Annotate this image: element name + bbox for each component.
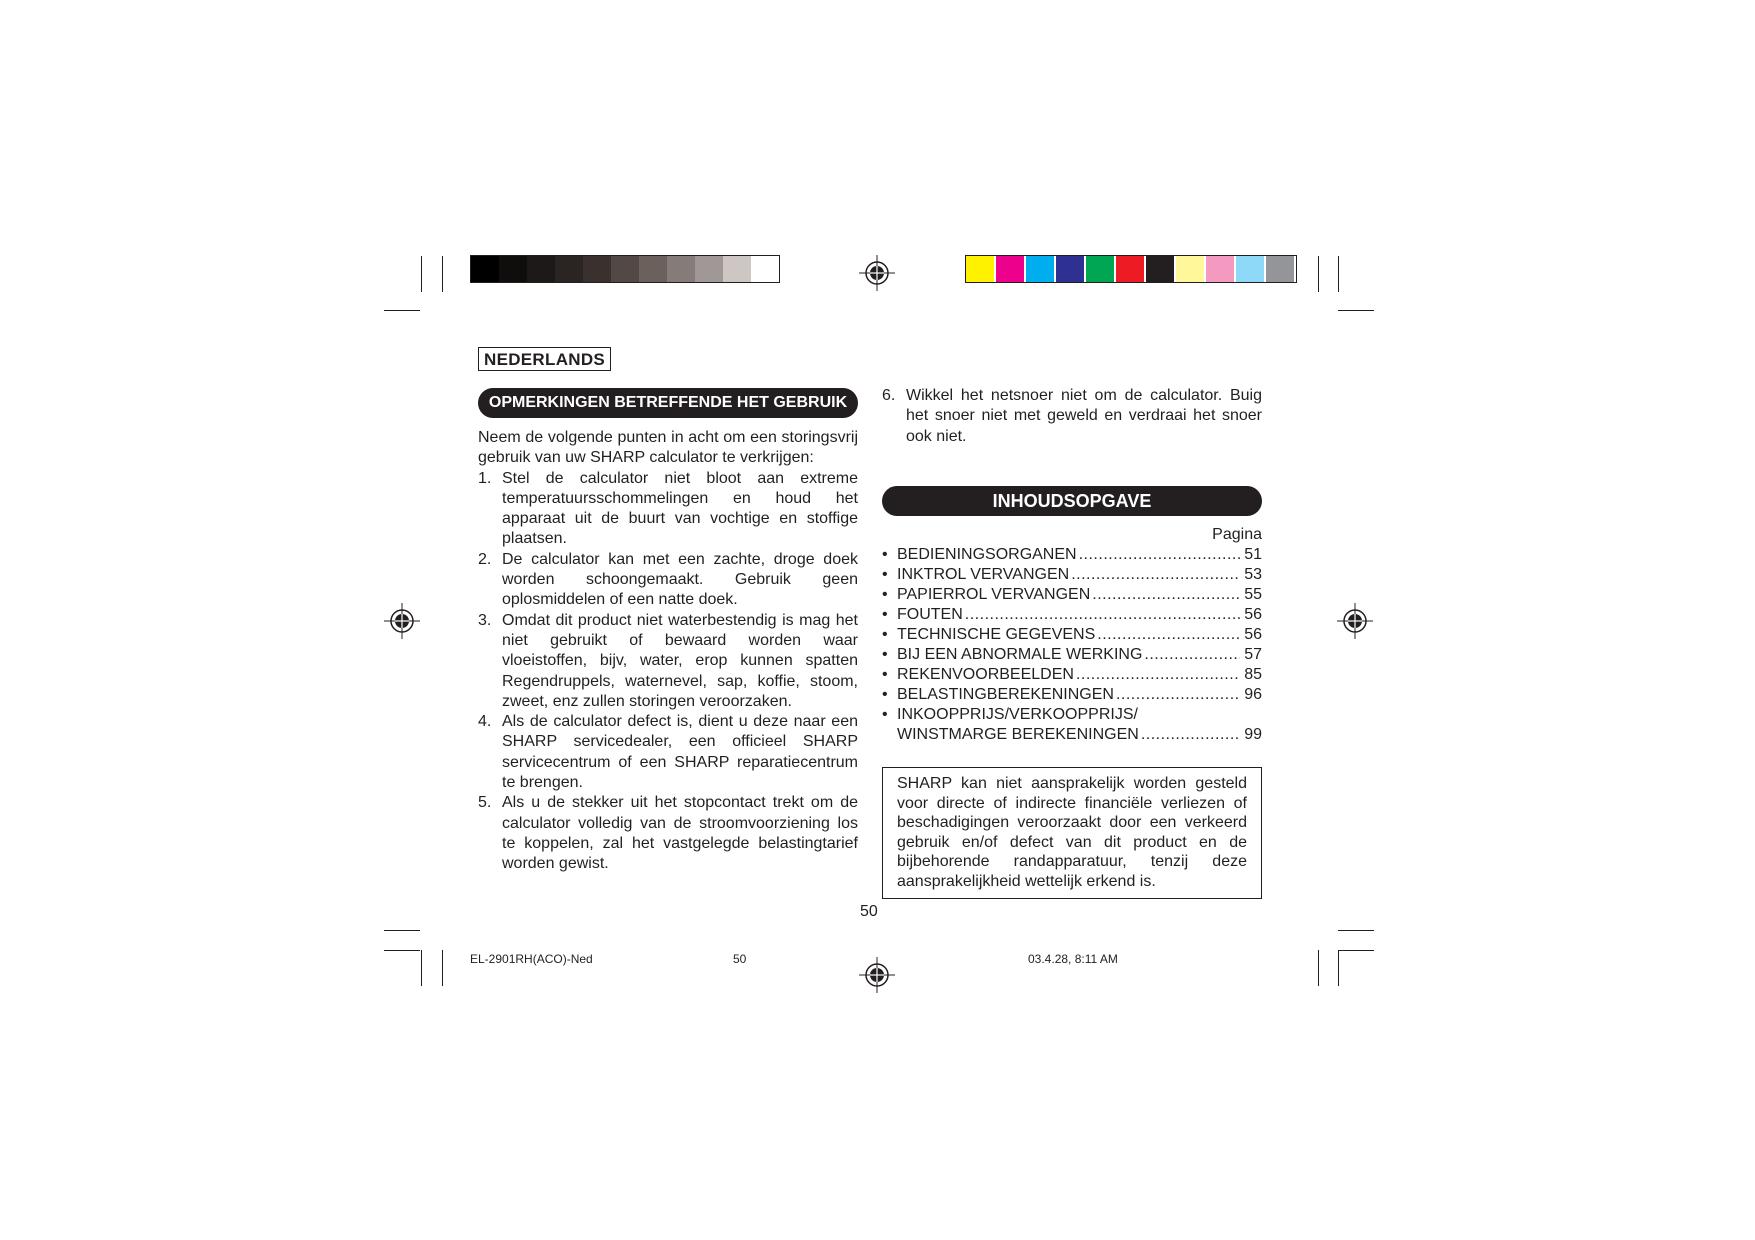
crop-mark [1338, 930, 1374, 931]
usage-list-continued [882, 386, 1262, 447]
color-swatch [1056, 256, 1086, 282]
usage-column-left [478, 428, 858, 875]
crop-mark [1338, 950, 1339, 986]
crop-mark [1338, 310, 1374, 311]
crop-mark [442, 256, 443, 292]
color-swatch [499, 256, 527, 282]
toc-entry: • TECHNISCHE GEGEVENS ..... 56 [882, 625, 1262, 645]
color-swatch [1116, 256, 1146, 282]
crop-mark [1318, 256, 1319, 292]
color-swatch [1026, 256, 1056, 282]
color-swatch [471, 256, 499, 282]
toc-entry: • BIJ EEN ABNORMALE WERKING ..... 57 [882, 645, 1262, 665]
usage-intro: Neem de volgende punten in acht om een storingsvrij gebruik van uw SHARP calculator te verkrijgen: [478, 429, 858, 467]
usage-column-right [882, 386, 1262, 447]
language-label: NEDERLANDS [478, 347, 611, 371]
crop-mark [421, 950, 422, 986]
usage-list [478, 469, 858, 875]
color-swatch [527, 256, 555, 282]
grayscale-bar [470, 255, 780, 283]
footer-filename: EL-2901RH(ACO)-Ned [470, 952, 593, 966]
list-item: 5. Als u de stekker uit het stopcontact trekt om de calculator volledig van de stroomvoorziening los te koppelen, zal het vastgelegde belastingtarief worden gewist. [478, 794, 858, 873]
color-swatch [996, 256, 1026, 282]
color-swatch [695, 256, 723, 282]
crop-mark [421, 256, 422, 292]
liability-disclaimer: SHARP kan niet aansprakelijk worden gesteld voor directe of indirecte financiële verliezen of beschadigingen veroorzaakt door een verkeerd gebruik en/of defect van dit product en de bijbehorende randapparatuur, tenzij deze aansprakelijkheid wettelijk erkend is. [882, 767, 1262, 899]
color-swatch [667, 256, 695, 282]
footer-page: 50 [733, 952, 747, 966]
color-swatch [1086, 256, 1116, 282]
registration-mark-icon [859, 255, 895, 291]
crop-mark [384, 930, 420, 931]
registration-mark-icon [859, 957, 895, 993]
toc-entry: • BELASTINGBEREKENINGEN ..... 96 [882, 685, 1262, 705]
color-swatch [1206, 256, 1236, 282]
color-swatch [1146, 256, 1176, 282]
color-swatch [583, 256, 611, 282]
color-swatch [1266, 256, 1296, 282]
list-item: 4. Als de calculator defect is, dient u deze naar een SHARP servicedealer, een officieel SHARP servicecentrum of een SHARP reparatiecentrum te brengen. [478, 713, 858, 792]
color-swatch [639, 256, 667, 282]
list-item: 3. Omdat dit product niet waterbestendig is mag het niet gebruikt of bewaard worden waar vloeistoffen, bijv, water, erop kunnen spatten Regendruppels, waternevel, sap, koffie, stoom, zweet, enz zullen storingen veroorzaken. [478, 611, 858, 710]
list-item: 6. Wikkel het netsnoer niet om de calculator. Buig het snoer niet met geweld en verdraai het snoer ook niet. [882, 387, 1262, 445]
color-swatch [1176, 256, 1206, 282]
crop-mark [442, 950, 443, 986]
registration-mark-icon [1337, 603, 1373, 639]
crop-mark [1338, 256, 1339, 292]
table-of-contents [882, 525, 1262, 745]
color-swatch [555, 256, 583, 282]
list-item: 2. De calculator kan met een zachte, droge doek worden schoongemaakt. Gebruik geen oplosmiddelen of een natte doek. [478, 550, 858, 609]
toc-entry: • PAPIERROL VERVANGEN ..... 55 [882, 585, 1262, 605]
usage-heading: OPMERKINGEN BETREFFENDE HET GEBRUIK [478, 388, 858, 418]
toc-entry: • BEDIENINGSORGANEN ..... 51 [882, 545, 1262, 565]
toc-page-label: Pagina [1212, 526, 1262, 543]
color-swatch [1236, 256, 1266, 282]
footer-timestamp: 03.4.28, 8:11 AM [1028, 952, 1118, 966]
color-bar [965, 255, 1297, 283]
toc-entry: • REKENVOORBEELDEN ..... 85 [882, 665, 1262, 685]
contents-heading: INHOUDSOPGAVE [882, 486, 1262, 516]
crop-mark [1318, 950, 1319, 986]
toc-entry: • INKOOPPRIJS/VERKOOPPRIJS/ [882, 706, 1138, 723]
list-item: 1. Stel de calculator niet bloot aan extreme temperatuursschommelingen en houd het apparaat uit de buurt van vochtige en stoffige plaatsen. [478, 469, 858, 548]
color-swatch [751, 256, 779, 282]
page-number: 50 [860, 903, 878, 920]
crop-mark [384, 950, 420, 951]
crop-mark [1338, 950, 1374, 951]
toc-entry: • FOUTEN ..... 56 [882, 605, 1262, 625]
color-swatch [611, 256, 639, 282]
color-swatch [723, 256, 751, 282]
color-swatch [966, 256, 996, 282]
crop-mark [384, 310, 420, 311]
registration-mark-icon [384, 603, 420, 639]
toc-entry: • INKTROL VERVANGEN ..... 53 [882, 565, 1262, 585]
toc-entry-continued: WINSTMARGE BEREKENINGEN ..... 99 [882, 725, 1262, 745]
